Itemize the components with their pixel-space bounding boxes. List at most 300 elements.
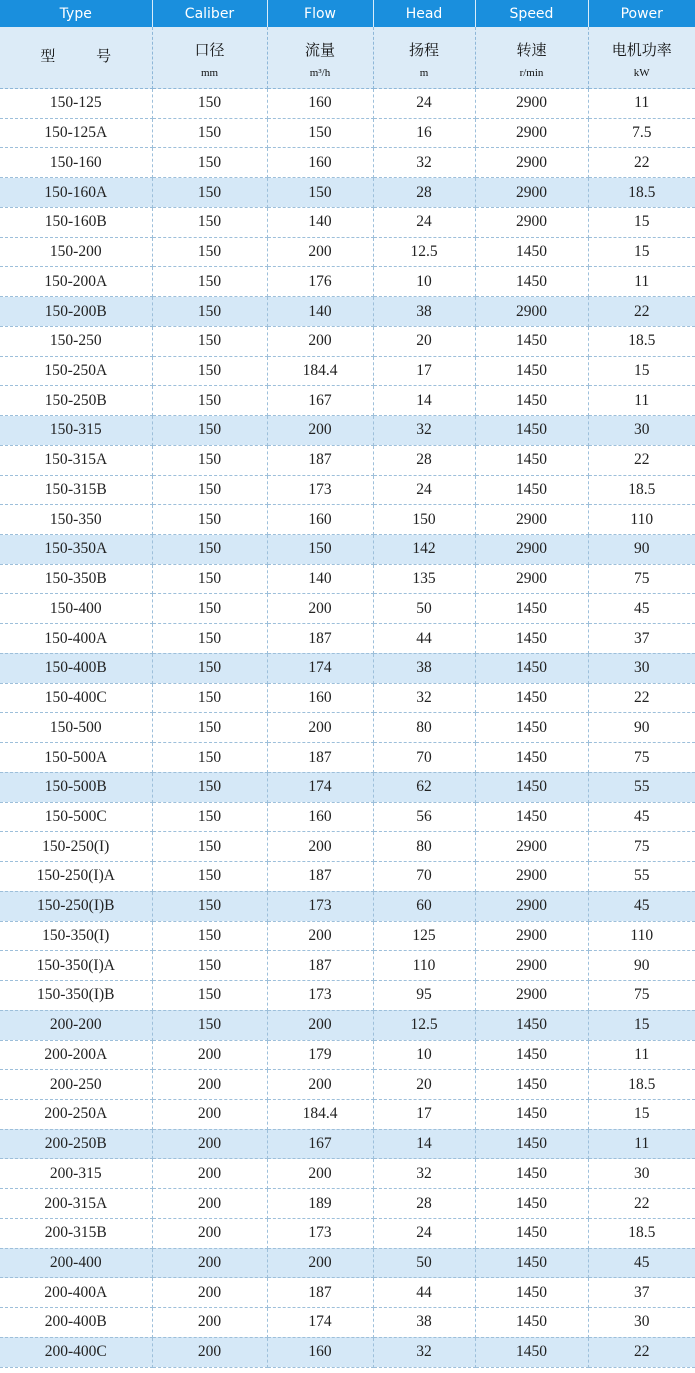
cell-flow: 187 [267, 743, 373, 773]
cell-caliber: 150 [152, 178, 267, 208]
table-row [0, 951, 695, 981]
table-row [0, 624, 695, 654]
cell-caliber: 200 [152, 1070, 267, 1100]
cell-flow: 174 [267, 653, 373, 683]
flow-unit: m³/h [309, 66, 331, 79]
cell-model: 150-250B [0, 386, 152, 416]
cell-speed: 2900 [475, 891, 588, 921]
cell-power: 22 [588, 148, 695, 178]
cell-model: 150-200B [0, 297, 152, 327]
cell-flow: 200 [267, 713, 373, 743]
cell-head: 38 [373, 1308, 475, 1338]
cell-model: 150-250 [0, 326, 152, 356]
cell-caliber: 150 [152, 475, 267, 505]
cell-caliber: 150 [152, 386, 267, 416]
cell-model: 150-200A [0, 267, 152, 297]
cell-model: 150-500C [0, 802, 152, 832]
cell-model: 150-400A [0, 624, 152, 654]
cell-power: 18.5 [588, 475, 695, 505]
cell-power: 30 [588, 1159, 695, 1189]
cell-speed: 1450 [475, 624, 588, 654]
cell-power: 22 [588, 1189, 695, 1219]
cell-speed: 2900 [475, 297, 588, 327]
cell-caliber: 150 [152, 802, 267, 832]
cell-head: 70 [373, 743, 475, 773]
cell-power: 11 [588, 386, 695, 416]
cell-model: 200-200A [0, 1040, 152, 1070]
cell-speed: 2900 [475, 505, 588, 535]
cell-model: 150-400 [0, 594, 152, 624]
cell-flow: 200 [267, 1159, 373, 1189]
table-row [0, 118, 695, 148]
cell-flow: 160 [267, 148, 373, 178]
cell-caliber: 200 [152, 1337, 267, 1367]
cell-head: 142 [373, 535, 475, 565]
table-row [0, 1129, 695, 1159]
cell-speed: 1450 [475, 326, 588, 356]
cn-caliber-label: 口径 [194, 40, 225, 59]
cell-caliber: 150 [152, 505, 267, 535]
cell-flow: 174 [267, 1308, 373, 1338]
cell-speed: 2900 [475, 207, 588, 237]
cell-head: 24 [373, 207, 475, 237]
cell-model: 150-350(I)A [0, 951, 152, 981]
cell-caliber: 150 [152, 594, 267, 624]
table-row [0, 653, 695, 683]
cell-speed: 2900 [475, 118, 588, 148]
table-row [0, 267, 695, 297]
cell-head: 16 [373, 118, 475, 148]
cell-caliber: 150 [152, 981, 267, 1011]
cell-flow: 200 [267, 921, 373, 951]
table-row [0, 1189, 695, 1219]
cell-flow: 200 [267, 1248, 373, 1278]
cell-caliber: 150 [152, 297, 267, 327]
cell-caliber: 150 [152, 921, 267, 951]
cell-power: 55 [588, 772, 695, 802]
cell-caliber: 150 [152, 683, 267, 713]
cell-head: 28 [373, 178, 475, 208]
cell-caliber: 150 [152, 564, 267, 594]
cell-model: 150-350B [0, 564, 152, 594]
cell-head: 12.5 [373, 1010, 475, 1040]
cell-head: 44 [373, 624, 475, 654]
cell-flow: 167 [267, 1129, 373, 1159]
cell-caliber: 150 [152, 445, 267, 475]
cell-model: 150-250(I)A [0, 862, 152, 892]
cell-speed: 2900 [475, 564, 588, 594]
cn-header-head [373, 27, 475, 89]
cell-flow: 200 [267, 326, 373, 356]
table-row [0, 416, 695, 446]
cell-caliber: 150 [152, 326, 267, 356]
header-flow: Flow [267, 0, 373, 27]
cell-power: 15 [588, 1099, 695, 1129]
cell-caliber: 200 [152, 1099, 267, 1129]
cell-speed: 1450 [475, 1099, 588, 1129]
cell-model: 150-315B [0, 475, 152, 505]
cell-flow: 184.4 [267, 1099, 373, 1129]
table-body [0, 89, 695, 1368]
cell-speed: 1450 [475, 653, 588, 683]
cn-header-flow [267, 27, 373, 89]
cell-caliber: 150 [152, 951, 267, 981]
cell-caliber: 200 [152, 1278, 267, 1308]
header-head: Head [373, 0, 475, 27]
cell-flow: 150 [267, 178, 373, 208]
cell-speed: 1450 [475, 772, 588, 802]
table-row [0, 89, 695, 119]
table-row [0, 178, 695, 208]
cell-power: 75 [588, 981, 695, 1011]
cn-header-caliber [152, 27, 267, 89]
cell-speed: 1450 [475, 1070, 588, 1100]
cell-model: 150-500A [0, 743, 152, 773]
cell-power: 11 [588, 89, 695, 119]
cn-header-speed [475, 27, 588, 89]
cell-power: 55 [588, 862, 695, 892]
table-row [0, 1278, 695, 1308]
cell-speed: 1450 [475, 594, 588, 624]
cell-head: 60 [373, 891, 475, 921]
cell-power: 37 [588, 624, 695, 654]
cell-head: 32 [373, 1159, 475, 1189]
cell-model: 200-250B [0, 1129, 152, 1159]
table-row [0, 772, 695, 802]
cell-flow: 200 [267, 1010, 373, 1040]
cell-head: 32 [373, 416, 475, 446]
table-row [0, 207, 695, 237]
cell-head: 20 [373, 1070, 475, 1100]
cell-power: 45 [588, 1248, 695, 1278]
cell-model: 200-250 [0, 1070, 152, 1100]
cell-power: 15 [588, 207, 695, 237]
caliber-unit: mm [200, 66, 219, 79]
cell-caliber: 150 [152, 624, 267, 654]
cell-model: 200-400B [0, 1308, 152, 1338]
table-row [0, 1040, 695, 1070]
cell-speed: 1450 [475, 386, 588, 416]
table-row [0, 713, 695, 743]
cell-caliber: 150 [152, 148, 267, 178]
cell-head: 110 [373, 951, 475, 981]
cell-power: 7.5 [588, 118, 695, 148]
cell-model: 150-400C [0, 683, 152, 713]
cell-speed: 1450 [475, 1218, 588, 1248]
table-row [0, 326, 695, 356]
table-row [0, 1010, 695, 1040]
cell-flow: 200 [267, 416, 373, 446]
cell-model: 150-315 [0, 416, 152, 446]
cell-head: 80 [373, 832, 475, 862]
table-row [0, 475, 695, 505]
chinese-header-row [0, 27, 695, 89]
table-row [0, 1218, 695, 1248]
cell-head: 56 [373, 802, 475, 832]
table-row [0, 535, 695, 565]
cell-power: 15 [588, 356, 695, 386]
cn-power-label: 电机功率 [611, 40, 672, 59]
cell-flow: 176 [267, 267, 373, 297]
cell-model: 150-350(I)B [0, 981, 152, 1011]
cell-speed: 1450 [475, 445, 588, 475]
cell-model: 200-400A [0, 1278, 152, 1308]
cell-speed: 1450 [475, 267, 588, 297]
cell-head: 125 [373, 921, 475, 951]
cell-flow: 140 [267, 297, 373, 327]
cell-speed: 1450 [475, 1248, 588, 1278]
cell-caliber: 150 [152, 891, 267, 921]
power-unit: kW [633, 66, 650, 79]
cell-speed: 1450 [475, 683, 588, 713]
cell-flow: 187 [267, 1278, 373, 1308]
cell-speed: 1450 [475, 802, 588, 832]
cell-power: 11 [588, 1129, 695, 1159]
cell-caliber: 200 [152, 1248, 267, 1278]
cell-model: 150-200 [0, 237, 152, 267]
cell-flow: 200 [267, 1070, 373, 1100]
header-type: Type [0, 0, 152, 27]
cell-head: 44 [373, 1278, 475, 1308]
cell-flow: 179 [267, 1040, 373, 1070]
cn-type-label: 型 号 [40, 47, 112, 65]
cell-power: 90 [588, 951, 695, 981]
cell-speed: 1450 [475, 1159, 588, 1189]
cell-flow: 174 [267, 772, 373, 802]
cell-head: 20 [373, 326, 475, 356]
header-speed: Speed [475, 0, 588, 27]
cell-head: 135 [373, 564, 475, 594]
cell-speed: 2900 [475, 178, 588, 208]
cell-speed: 1450 [475, 1337, 588, 1367]
cell-flow: 160 [267, 802, 373, 832]
table-row [0, 832, 695, 862]
cell-head: 24 [373, 89, 475, 119]
table-row [0, 1248, 695, 1278]
cell-head: 80 [373, 713, 475, 743]
header-power: Power [588, 0, 695, 27]
cell-flow: 187 [267, 445, 373, 475]
cell-head: 10 [373, 267, 475, 297]
cell-flow: 173 [267, 475, 373, 505]
cell-power: 22 [588, 683, 695, 713]
cell-speed: 1450 [475, 713, 588, 743]
cell-power: 30 [588, 1308, 695, 1338]
table-row [0, 891, 695, 921]
cell-speed: 2900 [475, 981, 588, 1011]
cell-power: 90 [588, 535, 695, 565]
cell-speed: 1450 [475, 1308, 588, 1338]
cell-power: 45 [588, 802, 695, 832]
cell-head: 14 [373, 386, 475, 416]
cell-caliber: 150 [152, 416, 267, 446]
table-row [0, 505, 695, 535]
cn-header-power [588, 27, 695, 89]
table-row [0, 356, 695, 386]
cell-caliber: 200 [152, 1159, 267, 1189]
cell-flow: 200 [267, 594, 373, 624]
cell-model: 150-250(I) [0, 832, 152, 862]
cell-flow: 184.4 [267, 356, 373, 386]
cell-speed: 1450 [475, 475, 588, 505]
cell-power: 110 [588, 505, 695, 535]
cell-model: 150-160 [0, 148, 152, 178]
cell-power: 75 [588, 564, 695, 594]
cell-model: 150-500 [0, 713, 152, 743]
cell-flow: 150 [267, 118, 373, 148]
cell-head: 32 [373, 1337, 475, 1367]
cell-power: 75 [588, 743, 695, 773]
cell-caliber: 150 [152, 356, 267, 386]
cell-caliber: 150 [152, 713, 267, 743]
table-row [0, 148, 695, 178]
cell-power: 18.5 [588, 178, 695, 208]
cell-power: 75 [588, 832, 695, 862]
cell-flow: 200 [267, 237, 373, 267]
cell-speed: 1450 [475, 1189, 588, 1219]
cell-flow: 187 [267, 624, 373, 654]
cell-model: 150-315A [0, 445, 152, 475]
cell-head: 32 [373, 148, 475, 178]
table-row [0, 862, 695, 892]
cell-speed: 2900 [475, 89, 588, 119]
cell-speed: 2900 [475, 148, 588, 178]
cell-model: 150-350 [0, 505, 152, 535]
cell-power: 15 [588, 1010, 695, 1040]
cell-speed: 1450 [475, 356, 588, 386]
table-row [0, 564, 695, 594]
cell-caliber: 150 [152, 772, 267, 802]
cell-head: 150 [373, 505, 475, 535]
cell-flow: 140 [267, 207, 373, 237]
cell-flow: 189 [267, 1189, 373, 1219]
cell-power: 37 [588, 1278, 695, 1308]
cell-speed: 2900 [475, 535, 588, 565]
cell-head: 38 [373, 653, 475, 683]
cell-caliber: 200 [152, 1189, 267, 1219]
cell-caliber: 200 [152, 1218, 267, 1248]
cn-header-type [0, 27, 152, 89]
english-header-row [0, 0, 695, 27]
cell-model: 200-250A [0, 1099, 152, 1129]
cell-head: 62 [373, 772, 475, 802]
cell-flow: 150 [267, 535, 373, 565]
cell-caliber: 150 [152, 653, 267, 683]
cell-head: 12.5 [373, 237, 475, 267]
cell-speed: 1450 [475, 743, 588, 773]
cell-caliber: 150 [152, 832, 267, 862]
cell-model: 150-400B [0, 653, 152, 683]
cell-caliber: 200 [152, 1129, 267, 1159]
cell-speed: 1450 [475, 237, 588, 267]
cell-power: 11 [588, 1040, 695, 1070]
cell-power: 90 [588, 713, 695, 743]
cell-model: 200-315 [0, 1159, 152, 1189]
cell-power: 22 [588, 297, 695, 327]
cell-power: 110 [588, 921, 695, 951]
cell-power: 18.5 [588, 1070, 695, 1100]
table-row [0, 594, 695, 624]
cell-power: 22 [588, 1337, 695, 1367]
cell-model: 150-500B [0, 772, 152, 802]
table-row [0, 1099, 695, 1129]
cell-power: 22 [588, 445, 695, 475]
cn-speed-label: 转速 [516, 40, 547, 59]
cell-head: 17 [373, 1099, 475, 1129]
cell-head: 14 [373, 1129, 475, 1159]
table-row [0, 386, 695, 416]
cell-model: 150-125 [0, 89, 152, 119]
cell-caliber: 150 [152, 267, 267, 297]
cell-flow: 160 [267, 89, 373, 119]
cell-speed: 2900 [475, 862, 588, 892]
cell-flow: 173 [267, 981, 373, 1011]
cell-caliber: 200 [152, 1308, 267, 1338]
cell-head: 32 [373, 683, 475, 713]
cell-head: 50 [373, 1248, 475, 1278]
cell-flow: 173 [267, 891, 373, 921]
cell-head: 10 [373, 1040, 475, 1070]
cell-model: 200-400 [0, 1248, 152, 1278]
cell-speed: 1450 [475, 1010, 588, 1040]
table-row [0, 921, 695, 951]
cell-head: 17 [373, 356, 475, 386]
table-row [0, 743, 695, 773]
table-row [0, 683, 695, 713]
cell-power: 11 [588, 267, 695, 297]
cell-model: 150-250A [0, 356, 152, 386]
cell-head: 70 [373, 862, 475, 892]
cell-speed: 1450 [475, 416, 588, 446]
cell-flow: 160 [267, 1337, 373, 1367]
cell-head: 24 [373, 1218, 475, 1248]
cn-head-label: 扬程 [408, 40, 439, 59]
header-caliber: Caliber [152, 0, 267, 27]
table-row [0, 1070, 695, 1100]
table-row [0, 445, 695, 475]
cell-speed: 1450 [475, 1129, 588, 1159]
cell-flow: 160 [267, 683, 373, 713]
cell-model: 200-400C [0, 1337, 152, 1367]
cell-head: 28 [373, 445, 475, 475]
cell-speed: 2900 [475, 921, 588, 951]
cell-power: 18.5 [588, 1218, 695, 1248]
cell-model: 200-315B [0, 1218, 152, 1248]
head-unit: m [419, 66, 429, 79]
table-row [0, 297, 695, 327]
table-row [0, 802, 695, 832]
cell-power: 45 [588, 594, 695, 624]
cell-model: 150-160A [0, 178, 152, 208]
cell-power: 30 [588, 653, 695, 683]
cell-model: 150-125A [0, 118, 152, 148]
cell-flow: 187 [267, 862, 373, 892]
cell-speed: 2900 [475, 951, 588, 981]
cell-head: 50 [373, 594, 475, 624]
table-row [0, 981, 695, 1011]
cell-model: 200-315A [0, 1189, 152, 1219]
cell-caliber: 150 [152, 1010, 267, 1040]
cell-head: 24 [373, 475, 475, 505]
cell-flow: 187 [267, 951, 373, 981]
cell-caliber: 150 [152, 118, 267, 148]
cell-model: 150-160B [0, 207, 152, 237]
table-row [0, 1159, 695, 1189]
cell-flow: 173 [267, 1218, 373, 1248]
cell-speed: 1450 [475, 1278, 588, 1308]
cell-power: 18.5 [588, 326, 695, 356]
cell-caliber: 150 [152, 743, 267, 773]
